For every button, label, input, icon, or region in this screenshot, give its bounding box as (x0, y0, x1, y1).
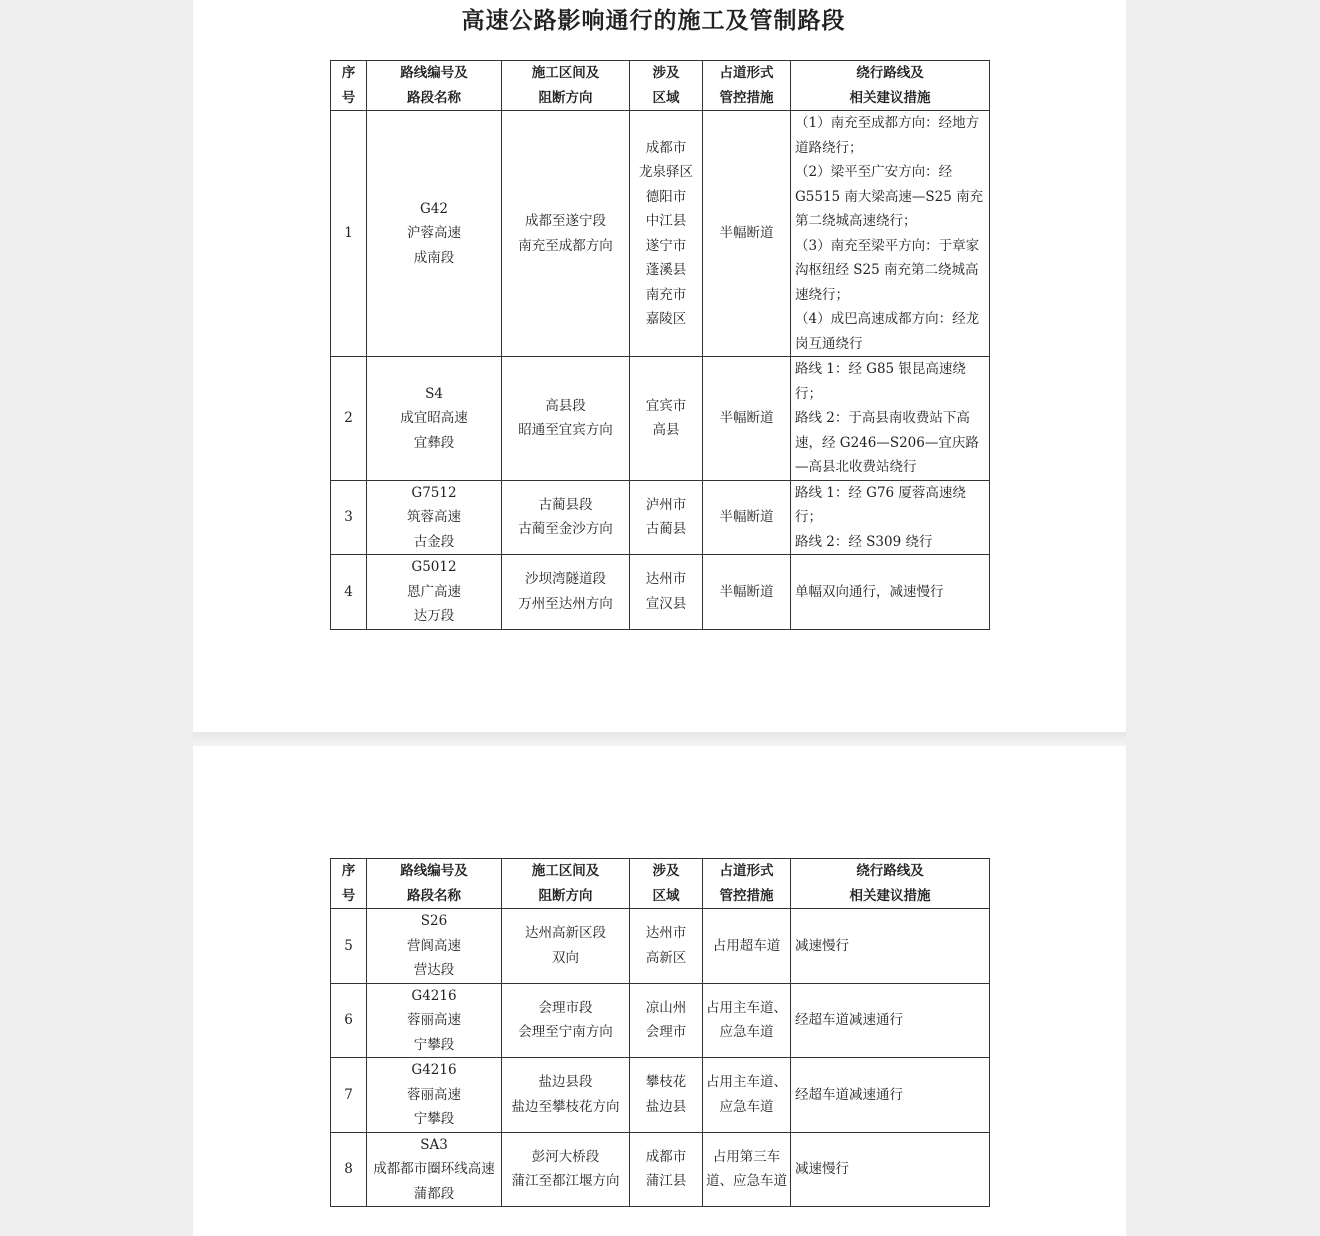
cell-line: 半幅断道 (719, 583, 774, 600)
cell-line: 彭河大桥段 (531, 1148, 600, 1165)
cell-line: 宁攀段 (413, 1036, 455, 1053)
cell-line: 古蔺至金沙方向 (518, 521, 613, 538)
column-header (502, 61, 630, 111)
cell-line: 南充至成都方向 (518, 237, 613, 254)
section-cell (502, 357, 630, 481)
section-cell (502, 909, 630, 984)
cell-line: 号 (341, 887, 356, 904)
area-cell (630, 111, 703, 357)
cell-line: 沙坝湾隧道段 (525, 571, 606, 588)
column-header (502, 859, 630, 909)
column-header (331, 61, 367, 111)
control-cell (703, 555, 791, 630)
cell-line: 遂宁市 (645, 237, 687, 254)
cell-line: 成都都市圈环线高速 (373, 1161, 495, 1177)
cell-line: G4216 (411, 1062, 457, 1078)
detour-cell (791, 983, 990, 1058)
cell-line: 会理至宁南方向 (518, 1024, 613, 1041)
cell-line: 凉山州 (645, 999, 687, 1016)
cell-line: 达州市 (645, 571, 687, 588)
area-cell (630, 480, 703, 555)
cell-line: 阻断方向 (538, 887, 593, 904)
detour-cell (791, 480, 990, 555)
control-cell (703, 480, 791, 555)
cell-line: 盐边至攀枝花方向 (511, 1098, 620, 1115)
cell-line: 宁攀段 (413, 1111, 455, 1127)
cell-line: 高新区 (645, 949, 687, 966)
cell-line: （4）成巴高速成都方向：经龙岗互通绕行 (795, 311, 980, 352)
cell-line: 占道形式 (719, 863, 774, 879)
cell-line: 嘉陵区 (645, 311, 687, 327)
column-header (703, 61, 791, 111)
section-cell (502, 1058, 630, 1133)
section-cell (502, 480, 630, 555)
cell-line: 路线 2：经 S309 绕行 (795, 533, 933, 550)
cell-line: SA3 (420, 1136, 448, 1153)
cell-line: 德阳市 (645, 188, 687, 205)
cell-line: 宜宾市 (645, 397, 687, 414)
section-cell (502, 111, 630, 357)
area-cell (630, 909, 703, 984)
cell-line: 区域 (652, 887, 680, 904)
cell-line: 绕行路线及 (856, 863, 924, 879)
row-number: 8 (331, 1132, 367, 1207)
cell-line: 龙泉驿区 (639, 164, 693, 180)
cell-line: 万州至达州方向 (518, 595, 613, 612)
cell-line: 沪蓉高速 (407, 225, 461, 242)
table-row (331, 555, 990, 630)
cell-line: 筑蓉高速 (407, 509, 461, 525)
cell-line: 绕行路线及 (856, 65, 924, 81)
control-cell (703, 357, 791, 481)
table-row (331, 1058, 990, 1133)
cell-line: 占道形式 (719, 65, 774, 81)
cell-line: 中江县 (645, 213, 687, 229)
table-row (331, 909, 990, 984)
page-break (193, 732, 1126, 746)
column-header (630, 859, 703, 909)
cell-line: 涉及 (652, 65, 680, 81)
cell-line: G42 (420, 200, 448, 217)
control-cell (703, 909, 791, 984)
cell-line: 路段名称 (407, 887, 461, 904)
column-header (367, 859, 502, 909)
detour-cell (791, 357, 990, 481)
cell-line: 成都市 (645, 139, 687, 156)
cell-line: 昭通至宜宾方向 (518, 422, 613, 439)
table-row (331, 357, 990, 481)
cell-line: 双向 (552, 949, 579, 966)
table-row (331, 1132, 990, 1207)
row-number: 1 (331, 111, 367, 357)
cell-line: 占用超车道 (712, 937, 781, 954)
cell-line: 成都市 (645, 1148, 687, 1165)
cell-line: 应急车道 (719, 1024, 774, 1041)
cell-line: 蒲都段 (413, 1185, 455, 1202)
cell-line: 半幅断道 (719, 225, 774, 242)
cell-line: 路段名称 (407, 89, 461, 106)
cell-line: S26 (420, 913, 448, 929)
cell-line: 蒲江县 (645, 1173, 687, 1190)
cell-line: 高县段 (545, 397, 586, 414)
cell-line: 路线编号及 (400, 863, 468, 879)
cell-line: 营阆高速 (407, 937, 461, 954)
document-page-2 (193, 746, 1126, 1236)
route-cell (367, 1132, 502, 1207)
detour-cell (791, 111, 990, 357)
cell-line: 成都至遂宁段 (525, 213, 606, 229)
cell-line: 道、应急车道 (706, 1173, 787, 1190)
control-cell (703, 1058, 791, 1133)
cell-line: 高县 (652, 422, 680, 439)
cell-line: 恩广高速 (407, 583, 461, 600)
cell-line: 达万段 (413, 608, 455, 624)
control-cell (703, 1132, 791, 1207)
cell-line: 成南段 (413, 249, 455, 266)
cell-line: 号 (341, 89, 356, 106)
cell-line: 占用主车道、 (706, 999, 787, 1016)
cell-line: 蓉丽高速 (407, 1086, 461, 1103)
cell-line: 达州市 (645, 925, 687, 942)
table-row (331, 983, 990, 1058)
column-header (703, 859, 791, 909)
document-title: 高速公路影响通行的施工及管制路段 (461, 7, 846, 34)
cell-line: 占用第三车 (712, 1148, 781, 1165)
cell-line: 古蔺县 (645, 521, 687, 538)
cell-line: 相关建议措施 (849, 887, 931, 904)
cell-line: 施工区间及 (531, 65, 600, 81)
cell-line: （1）南充至成都方向：经地方道路绕行； (795, 115, 980, 156)
cell-line: 泸州市 (645, 496, 687, 513)
row-number: 6 (331, 983, 367, 1058)
cell-line: 南充市 (645, 286, 687, 303)
column-header (791, 61, 990, 111)
route-cell (367, 909, 502, 984)
cell-line: 达州高新区段 (525, 925, 606, 942)
cell-line: 会理市 (645, 1024, 687, 1041)
cell-line: G4216 (411, 987, 457, 1004)
cell-line: （3）南充至梁平方向：于章家沟枢纽经 S25 南充第二绕城高速绕行； (795, 237, 980, 303)
column-header (630, 61, 703, 111)
area-cell (630, 1132, 703, 1207)
cell-line: 单幅双向通行，减速慢行 (795, 583, 944, 600)
section-cell (502, 983, 630, 1058)
closure-table-2 (330, 858, 990, 1207)
control-cell (703, 983, 791, 1058)
cell-line: 减速慢行 (795, 937, 849, 954)
cell-line: 蓬溪县 (645, 262, 687, 278)
cell-line: 宣汉县 (645, 595, 687, 612)
cell-line: S4 (425, 385, 443, 402)
row-number: 3 (331, 480, 367, 555)
route-cell (367, 357, 502, 481)
cell-line: 经超车道减速通行 (795, 1012, 903, 1028)
column-header (791, 859, 990, 909)
closure-table-1 (330, 60, 990, 630)
cell-line: （2）梁平至广安方向：经G5515 南大梁高速—S25 南充第二绕城高速绕行； (795, 164, 984, 229)
detour-cell (791, 1132, 990, 1207)
row-number: 2 (331, 357, 367, 481)
cell-line: 盐边县段 (538, 1074, 593, 1091)
cell-line: 序 (341, 65, 356, 81)
cell-line: 序 (341, 863, 356, 879)
cell-line: 经超车道减速通行 (795, 1086, 903, 1103)
cell-line: 蒲江至都江堰方向 (511, 1173, 620, 1190)
row-number: 7 (331, 1058, 367, 1133)
row-number: 4 (331, 555, 367, 630)
cell-line: 路线编号及 (400, 65, 468, 81)
cell-line: 施工区间及 (531, 863, 600, 879)
route-cell (367, 1058, 502, 1133)
cell-line: 营达段 (413, 962, 455, 978)
cell-line: 蓉丽高速 (407, 1012, 461, 1028)
cell-line: 占用主车道、 (706, 1074, 787, 1091)
route-cell (367, 983, 502, 1058)
cell-line: 成宜昭高速 (400, 410, 468, 426)
control-cell (703, 111, 791, 357)
cell-line: 阻断方向 (538, 89, 593, 106)
detour-cell (791, 555, 990, 630)
cell-line: 古金段 (413, 533, 455, 550)
cell-line: 攀枝花 (645, 1074, 687, 1091)
cell-line: 盐边县 (645, 1098, 687, 1115)
cell-line: 宜彝段 (413, 434, 455, 451)
column-header (331, 859, 367, 909)
route-cell (367, 480, 502, 555)
cell-line: 减速慢行 (795, 1161, 849, 1177)
cell-line: 涉及 (652, 863, 680, 879)
cell-line: 路线 1：经 G76 厦蓉高速绕行； (795, 484, 966, 525)
cell-line: 路线 2：于高县南收费站下高速，经 G246—S206—宜庆路—高县北收费站绕行 (795, 410, 979, 475)
table-header-row (331, 859, 990, 909)
area-cell (630, 357, 703, 481)
cell-line: G7512 (411, 484, 457, 501)
cell-line: 管控措施 (719, 89, 774, 106)
row-number: 5 (331, 909, 367, 984)
cell-line: 相关建议措施 (849, 89, 931, 106)
table-row (331, 480, 990, 555)
area-cell (630, 1058, 703, 1133)
cell-line: 古蔺县段 (538, 496, 593, 513)
route-cell (367, 111, 502, 357)
cell-line: 会理市段 (538, 999, 593, 1016)
cell-line: 管控措施 (719, 887, 774, 904)
route-cell (367, 555, 502, 630)
table-row (331, 111, 990, 357)
cell-line: 半幅断道 (719, 410, 774, 426)
cell-line: G5012 (411, 559, 457, 575)
document-page-1 (193, 0, 1126, 732)
detour-cell (791, 1058, 990, 1133)
cell-line: 半幅断道 (719, 509, 774, 525)
cell-line: 应急车道 (719, 1098, 774, 1115)
area-cell (630, 983, 703, 1058)
section-cell (502, 555, 630, 630)
cell-line: 区域 (652, 89, 680, 106)
table-header-row (331, 61, 990, 111)
cell-line: 路线 1：经 G85 银昆高速绕行； (795, 361, 966, 402)
column-header (367, 61, 502, 111)
detour-cell (791, 909, 990, 984)
area-cell (630, 555, 703, 630)
section-cell (502, 1132, 630, 1207)
